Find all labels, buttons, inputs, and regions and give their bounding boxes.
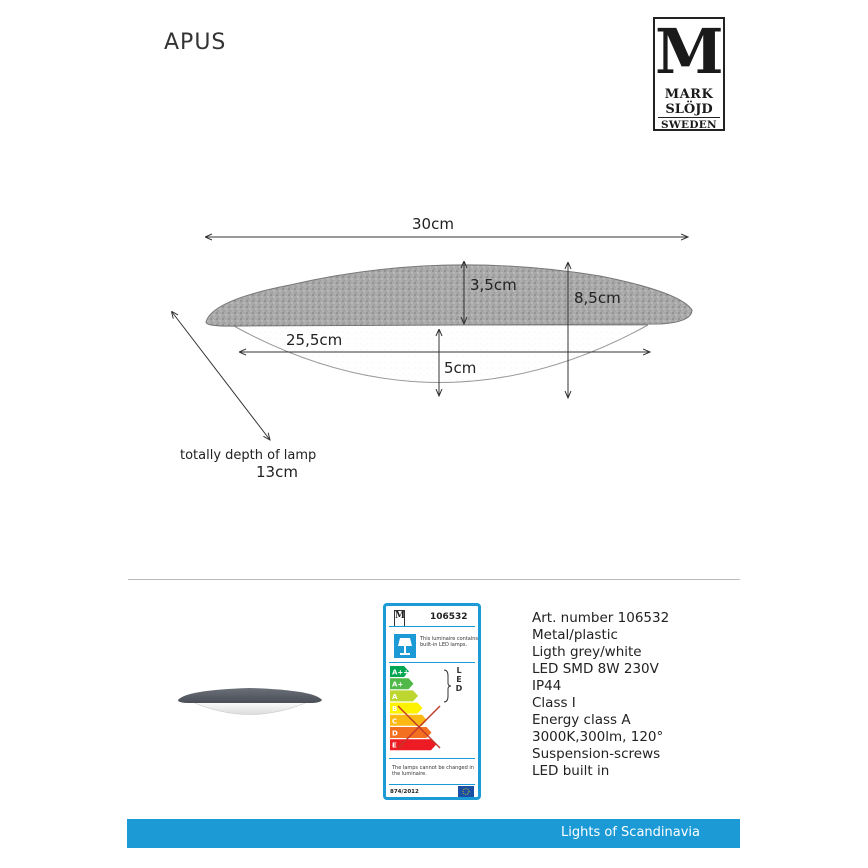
energy-class-label: A xyxy=(392,692,398,701)
spec-item: 3000K,300lm, 120° xyxy=(532,729,664,745)
energy-class-label: A++ xyxy=(392,668,410,677)
card-separator-low xyxy=(389,758,475,759)
width-label: 30cm xyxy=(412,215,454,233)
product-title: APUS xyxy=(164,30,227,55)
energy-class-bar xyxy=(390,739,436,750)
spec-item: Art. number 106532 xyxy=(532,610,670,626)
energy-class-label: A+ xyxy=(392,680,404,689)
spec-item: Class I xyxy=(532,695,576,711)
eu-flag-icon xyxy=(458,786,474,797)
energy-label-article: 106532 xyxy=(430,612,468,622)
diffuser-width-label: 25,5cm xyxy=(286,331,343,349)
energy-class-label: E xyxy=(392,741,397,750)
led-letter-3: D xyxy=(455,684,463,693)
energy-class-bar xyxy=(390,690,418,701)
spec-item: Metal/plastic xyxy=(532,627,618,643)
spec-item: IP44 xyxy=(532,678,562,694)
section-divider xyxy=(128,579,740,580)
mini-logo: M xyxy=(394,610,405,627)
spec-item: LED SMD 8W 230V xyxy=(532,661,659,677)
led-bracket xyxy=(442,668,452,704)
energy-regulation: 874/2012 xyxy=(390,789,419,795)
led-letter-1: L xyxy=(456,666,462,675)
energy-led-text xyxy=(454,666,464,693)
led-letter-2: E xyxy=(456,675,462,684)
spec-list xyxy=(532,610,669,780)
total-height-label: 8,5cm xyxy=(574,289,621,307)
depth-value: 13cm xyxy=(256,463,298,481)
spec-item: LED built in xyxy=(532,763,610,779)
footer-text: Lights of Scandinavia xyxy=(561,825,700,840)
spec-item: Ligth grey/white xyxy=(532,644,642,660)
energy-label-card xyxy=(383,603,481,800)
card-separator-top xyxy=(389,626,475,627)
energy-note-bottom: The lamps cannot be changed in the luminaire. xyxy=(392,765,474,777)
logo-letter: M xyxy=(655,15,724,88)
spec-item: Energy class A xyxy=(532,712,631,728)
logo-line-2: SLÖJD xyxy=(665,102,713,117)
energy-class-bar xyxy=(390,666,409,677)
lamp-icon xyxy=(394,634,416,658)
footer-bar xyxy=(127,819,740,848)
diffuser-height-label: 5cm xyxy=(444,359,477,377)
energy-class-bar xyxy=(390,678,414,689)
energy-note-top: This luminaire contains built-in LED lamps. xyxy=(420,636,479,648)
spec-item: Suspension-screws xyxy=(532,746,661,762)
product-thumbnail xyxy=(170,670,330,730)
logo-line-1: MARK xyxy=(664,87,714,102)
energy-class-label: C xyxy=(392,717,398,726)
energy-class-bar xyxy=(390,703,423,714)
depth-label: totally depth of lamp xyxy=(180,448,317,463)
shade-height-label: 3,5cm xyxy=(470,276,517,294)
energy-class-label: D xyxy=(392,729,398,738)
card-separator-mid xyxy=(389,662,475,663)
card-separator-bottom xyxy=(389,784,475,785)
energy-class-label: B xyxy=(392,705,398,714)
logo-line-3: SWEDEN xyxy=(658,117,720,131)
